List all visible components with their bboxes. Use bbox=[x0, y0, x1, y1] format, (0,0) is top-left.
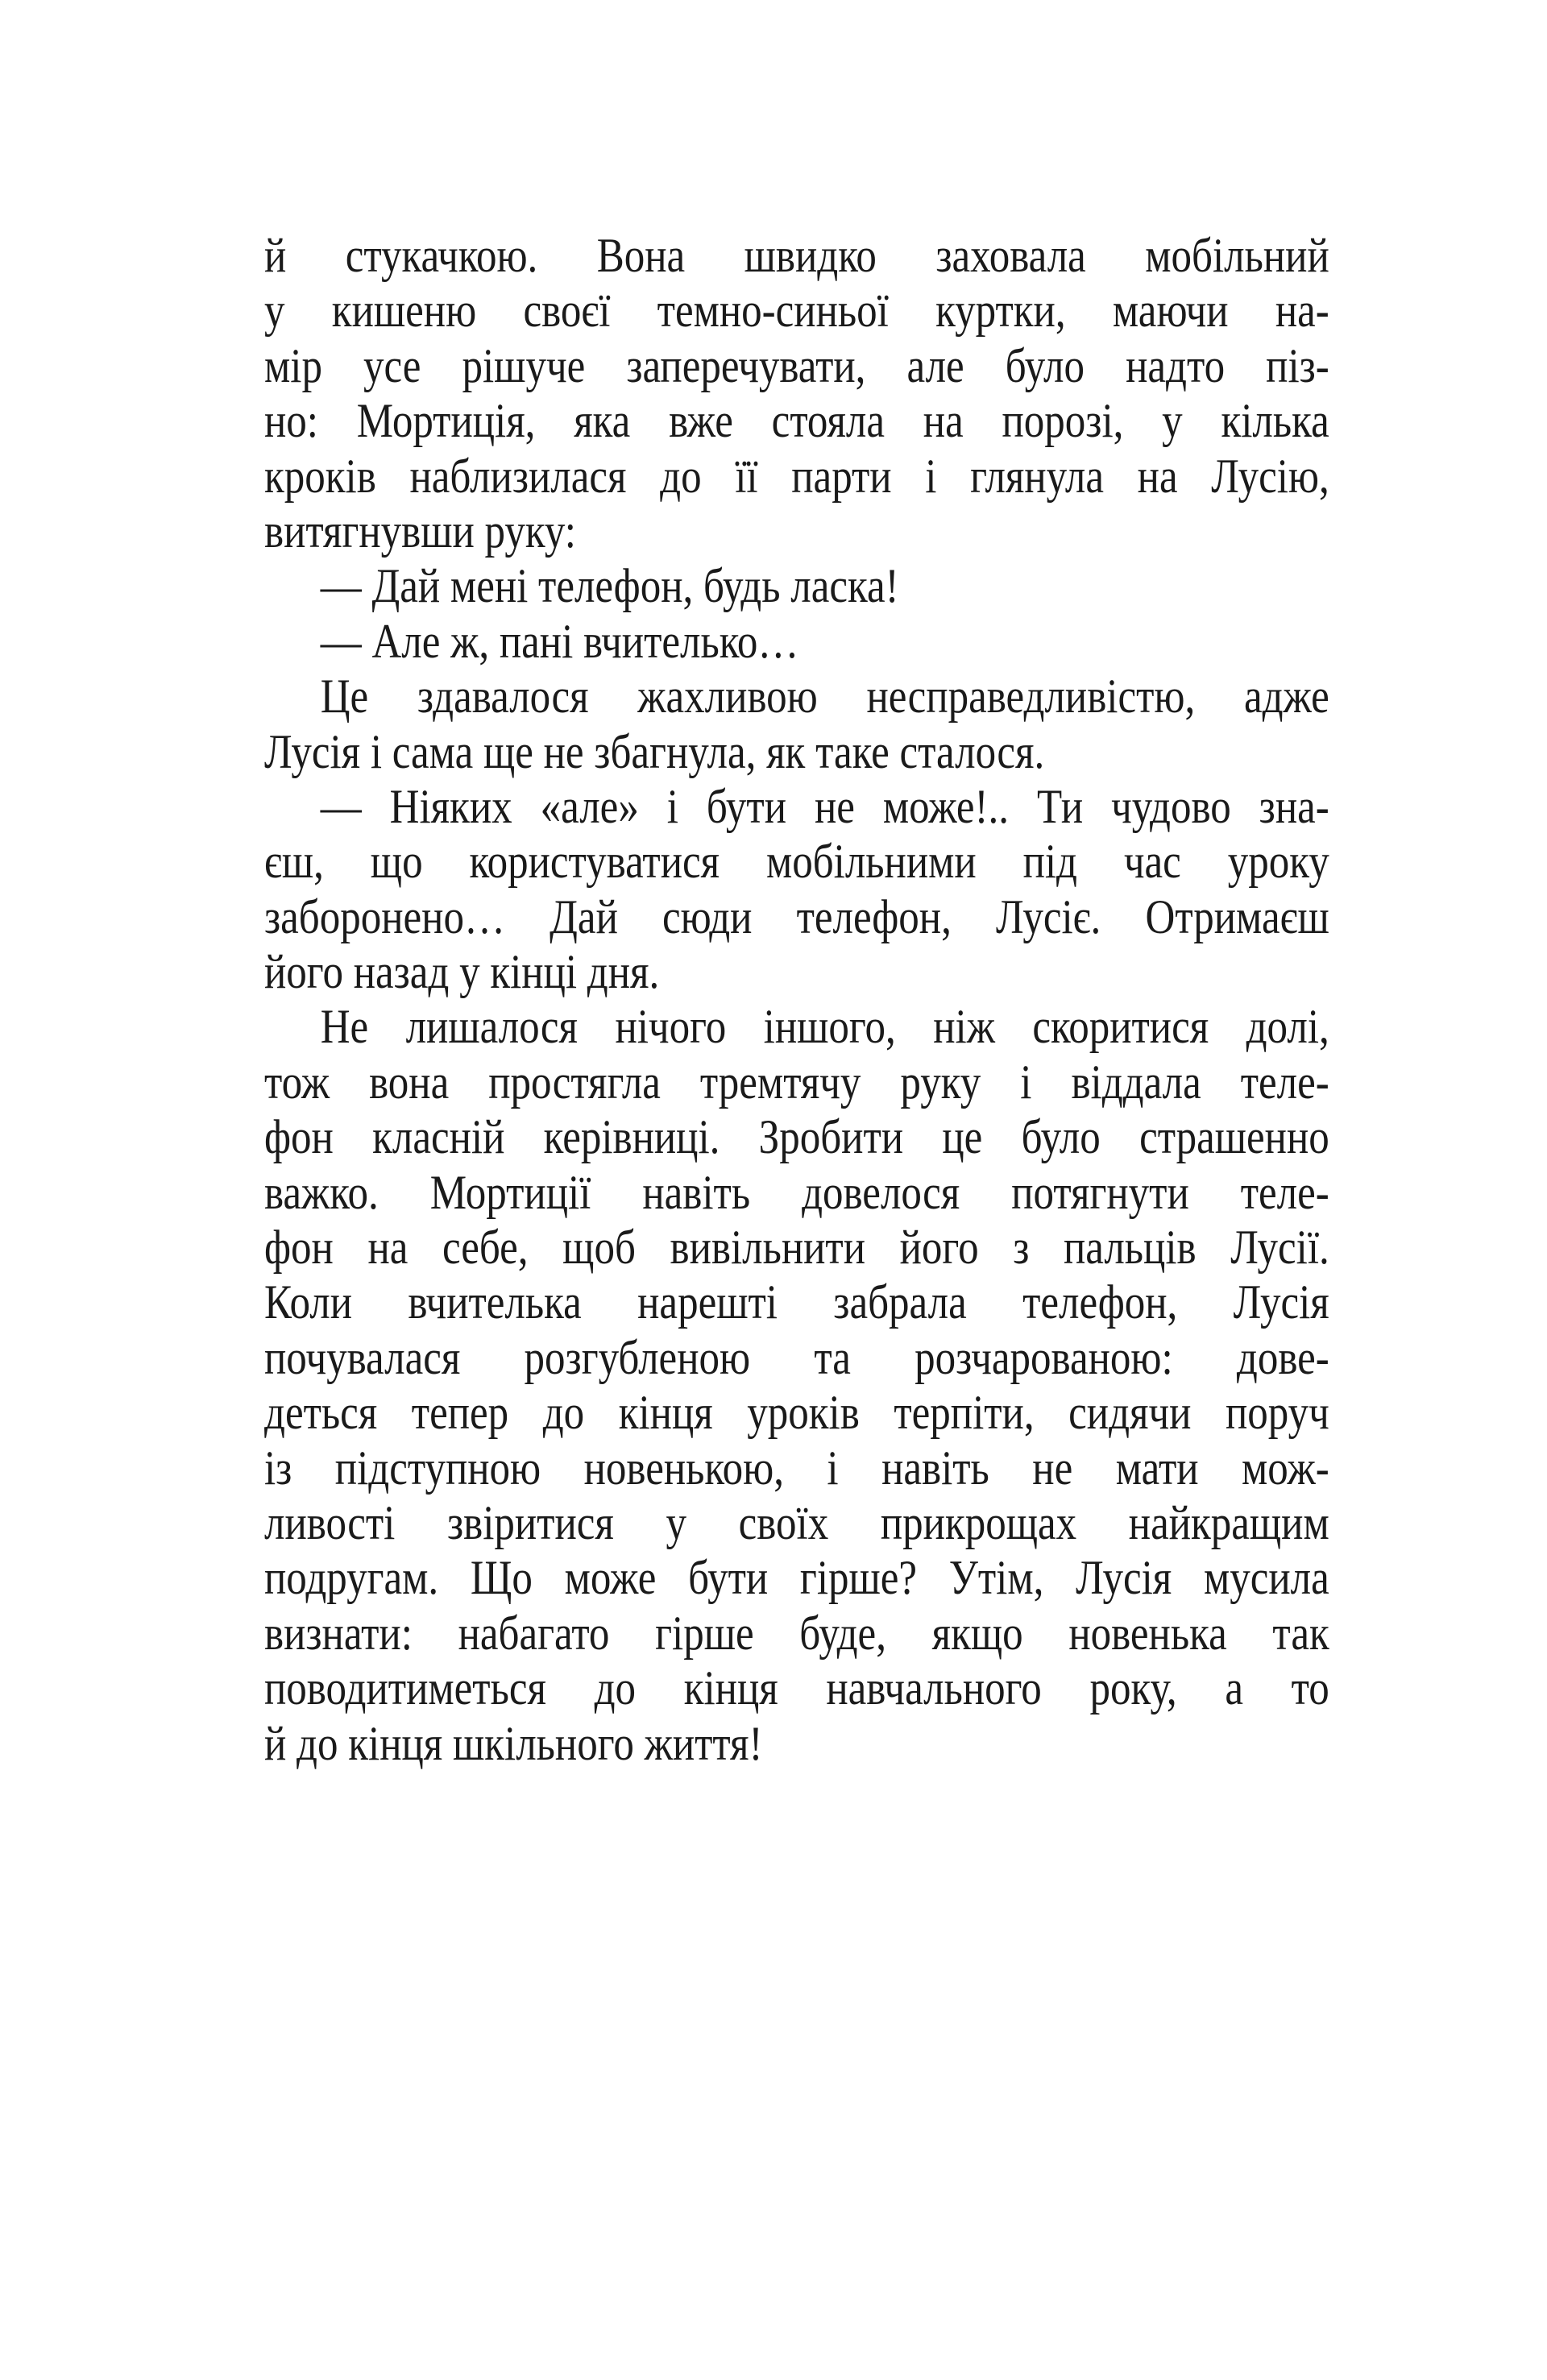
text-line: Це здавалося жахливою несправедливістю, адже bbox=[320, 670, 1329, 724]
text-line: фон класній керівниці. Зробити це було страшенно bbox=[264, 1110, 1329, 1164]
text-line: тож вона простягла тремтячу руку і віддала теле- bbox=[264, 1055, 1329, 1109]
text-line: фон на себе, щоб вивільнити його з пальців Лусії. bbox=[264, 1221, 1329, 1275]
text-line: деться тепер до кінця уроків терпіти, сидячи поруч bbox=[264, 1386, 1329, 1440]
text-line: Лусія і сама ще не збагнула, як таке сталося. bbox=[264, 724, 1045, 778]
text-line: у кишеню своєї темно-синьої куртки, маючи на- bbox=[264, 284, 1329, 338]
text-line: Коли вчителька нарешті забрала телефон, Лусія bbox=[264, 1275, 1329, 1329]
text-line: кроків наблизилася до її парти і глянула на Лусію, bbox=[264, 449, 1329, 503]
text-line: витягнувши руку: bbox=[264, 504, 576, 558]
text-line: поводитиметься до кінця навчального року, а то bbox=[264, 1661, 1329, 1715]
text-line: його назад у кінці дня. bbox=[264, 945, 660, 999]
text-line: но: Мортиція, яка вже стояла на порозі, у кілька bbox=[264, 394, 1329, 448]
book-page-body-text bbox=[264, 228, 1329, 1771]
text-line: Не лишалося нічого іншого, ніж скоритися долі, bbox=[320, 1000, 1329, 1054]
text-line: єш, що користуватися мобільними під час уроку bbox=[264, 835, 1329, 889]
text-line: із підступною новенькою, і навіть не мати мож- bbox=[264, 1441, 1329, 1495]
text-line: визнати: набагато гірше буде, якщо новенька так bbox=[264, 1606, 1329, 1660]
text-line: й стукачкою. Вона швидко заховала мобільний bbox=[264, 229, 1329, 282]
text-line: заборонено… Дай сюди телефон, Лусіє. Отримаєш bbox=[264, 889, 1329, 943]
text-line: почувалася розгубленою та розчарованою: дове- bbox=[264, 1330, 1329, 1384]
text-line: подругам. Що може бути гірше? Утім, Лусія мусила bbox=[264, 1551, 1329, 1605]
text-line: — Дай мені телефон, будь ласка! bbox=[320, 559, 899, 613]
text-line: мір усе рішуче заперечувати, але було надто піз- bbox=[264, 338, 1329, 392]
text-line: й до кінця шкільного життя! bbox=[264, 1716, 763, 1770]
text-line: — Але ж, пані вчителько… bbox=[320, 614, 799, 668]
text-line: ливості звіритися у своїх прикрощах найкращим bbox=[264, 1495, 1329, 1549]
text-line: важко. Мортиції навіть довелося потягнути теле- bbox=[264, 1165, 1329, 1219]
text-line: — Ніяких «але» і бути не може!.. Ти чудово зна- bbox=[320, 779, 1329, 833]
